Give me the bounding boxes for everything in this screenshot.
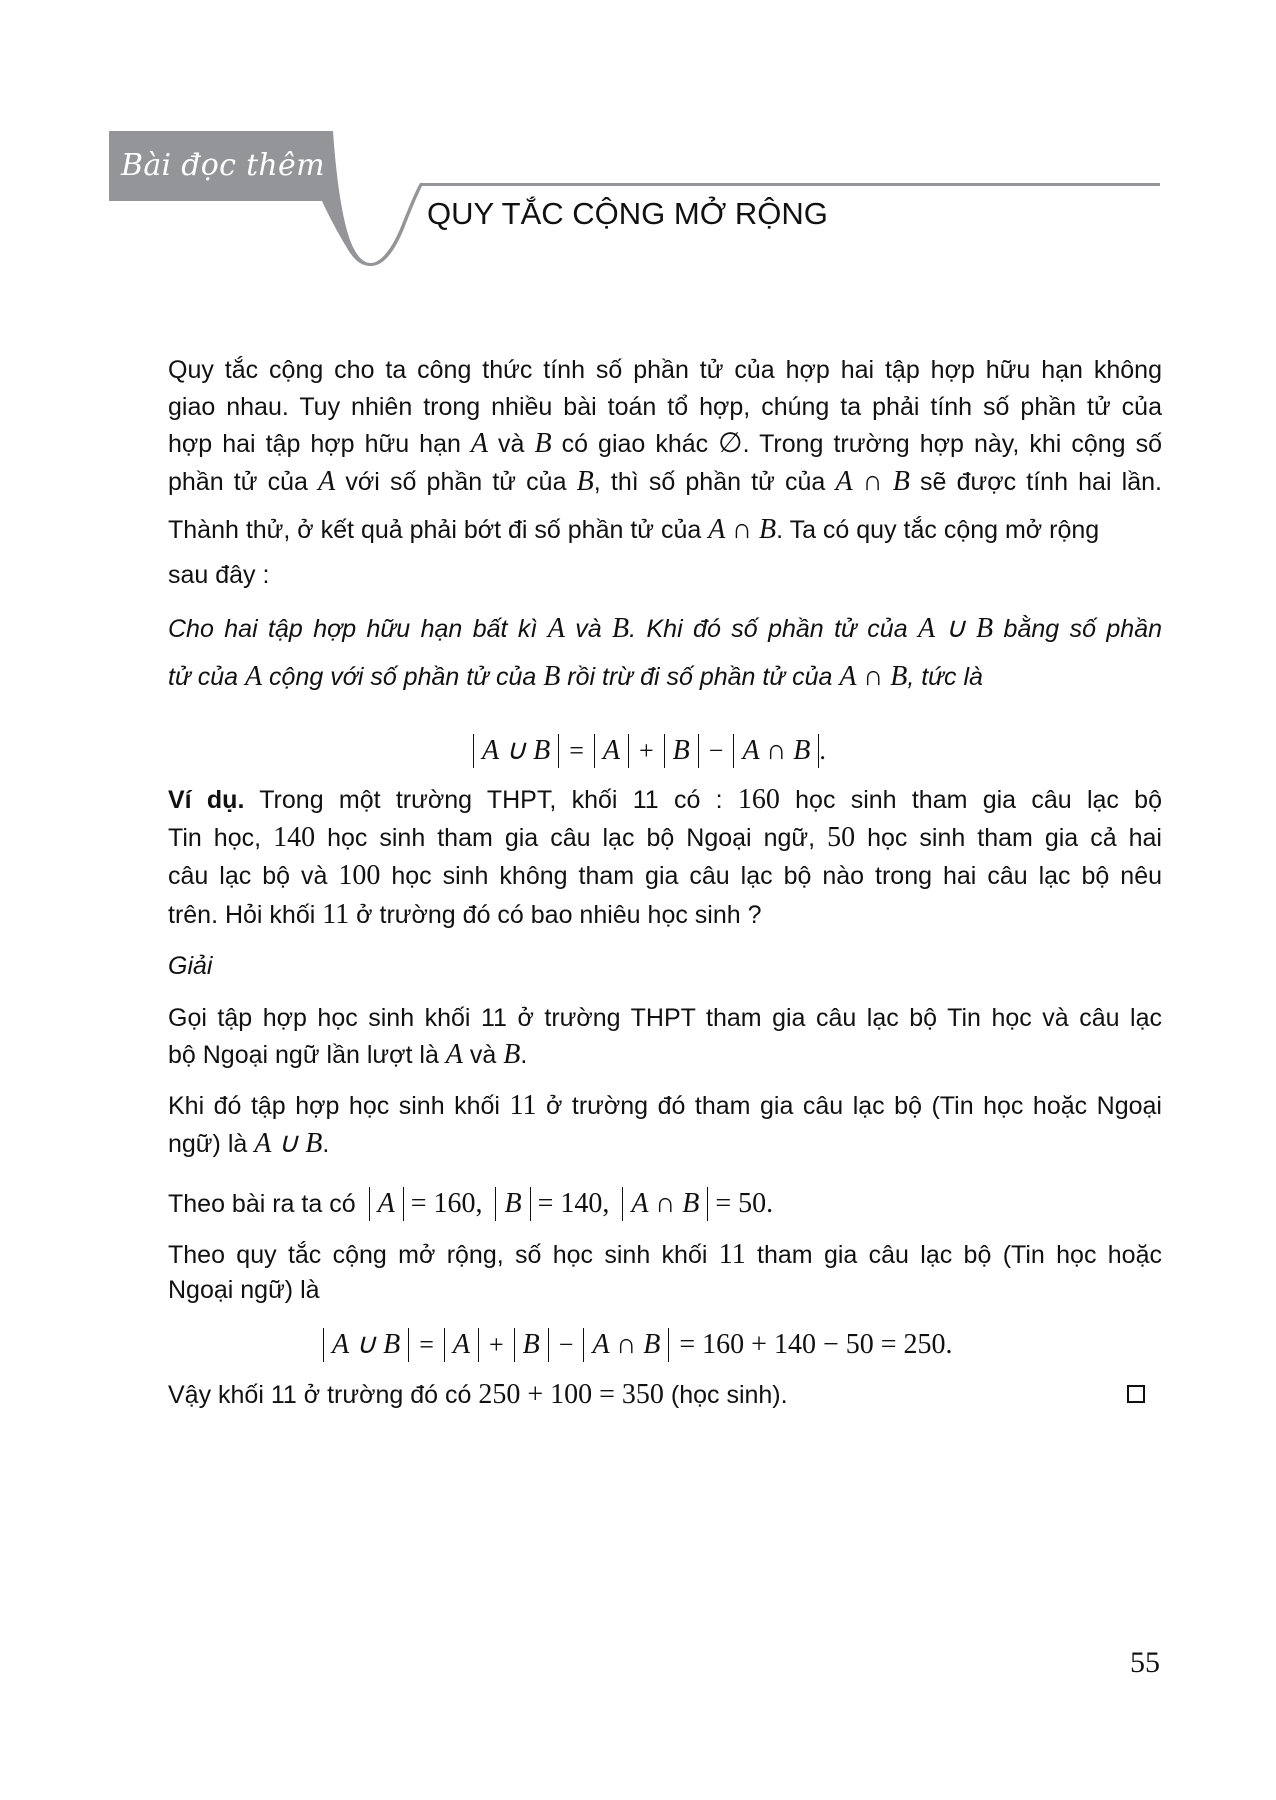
solution-line: ngữ) là A ∪ B. [168, 1128, 330, 1159]
example-line: câu lạc bộ và 100 học sinh không tham gia câu lạc bộ nào trong hai câu lạc bộ nêu [168, 860, 1163, 891]
solution-line: Khi đó tập hợp học sinh khối 11 ở trường đó tham gia câu lạc bộ (Tin học hoặc Ngoại [168, 1090, 1162, 1121]
example-label: Ví dụ. [168, 786, 245, 814]
calculation-formula: A ∪ B = A + B − A ∩ B = 160 + 140 − 50 = 250. [323, 1327, 953, 1363]
page-number: 55 [1130, 1646, 1160, 1679]
intro-line: hợp hai tập hợp hữu hạn A và B có giao khác ∅. Trong trường hợp này, khi cộng số [168, 428, 1162, 459]
solution-line: Ngoại ngữ) là [168, 1276, 320, 1304]
example-line: Ví dụ. Trong một trường THPT, khối 11 có : 160 học sinh tham gia câu lạc bộ [168, 784, 1162, 815]
intro-line: sau đây : [168, 561, 270, 589]
intro-line: giao nhau. Tuy nhiên trong nhiều bài toán tổ hợp, chúng ta phải tính số phần tử của [168, 393, 1162, 421]
solution-label: Giải [168, 952, 213, 980]
intro-line: phần tử của A với số phần tử của B, thì số phần tử của A ∩ B sẽ được tính hai lần. [168, 466, 1162, 497]
page-title: QUY TẮC CỘNG MỞ RỘNG [427, 196, 828, 231]
solution-line: Theo quy tắc cộng mở rộng, số học sinh khối 11 tham gia câu lạc bộ (Tin học hoặc [168, 1239, 1162, 1270]
given-values-line: Theo bài ra ta có A = 160, B = 140, A ∩ B = 50. [168, 1188, 774, 1219]
example-line: Tin học, 140 học sinh tham gia câu lạc bộ Ngoại ngữ, 50 học sinh tham gia cả hai [168, 822, 1162, 853]
rule-statement-line: tử của A cộng với số phần tử của B rồi trừ đi số phần tử của A ∩ B, tức là [168, 661, 983, 692]
reading-tag: Bài đọc thêm [121, 148, 325, 183]
empty-set-symbol: ∅ [718, 428, 743, 459]
example-line: trên. Hỏi khối 11 ở trường đó có bao nhiêu học sinh ? [168, 899, 762, 930]
intro-line: Quy tắc cộng cho ta công thức tính số phần tử của hợp hai tập hợp hữu hạn không [168, 356, 1162, 384]
rule-statement-line: Cho hai tập hợp hữu hạn bất kì A và B. Khi đó số phần tử của A ∪ B bằng số phần [168, 613, 1162, 644]
intro-line: Thành thử, ở kết quả phải bớt đi số phần tử của A ∩ B. Ta có quy tắc cộng mở rộng [168, 514, 1100, 545]
solution-line: bộ Ngoại ngữ lần lượt là A và B. [168, 1039, 528, 1070]
inclusion-exclusion-formula: A ∪ B = A + B − A ∩ B . [473, 733, 826, 769]
conclusion-line: Vậy khối 11 ở trường đó có 250 + 100 = 350 (học sinh). [168, 1379, 788, 1410]
solution-line: Gọi tập hợp học sinh khối 11 ở trường THPT tham gia câu lạc bộ Tin học và câu lạc [168, 1004, 1162, 1032]
qed-square-icon [1127, 1385, 1145, 1403]
